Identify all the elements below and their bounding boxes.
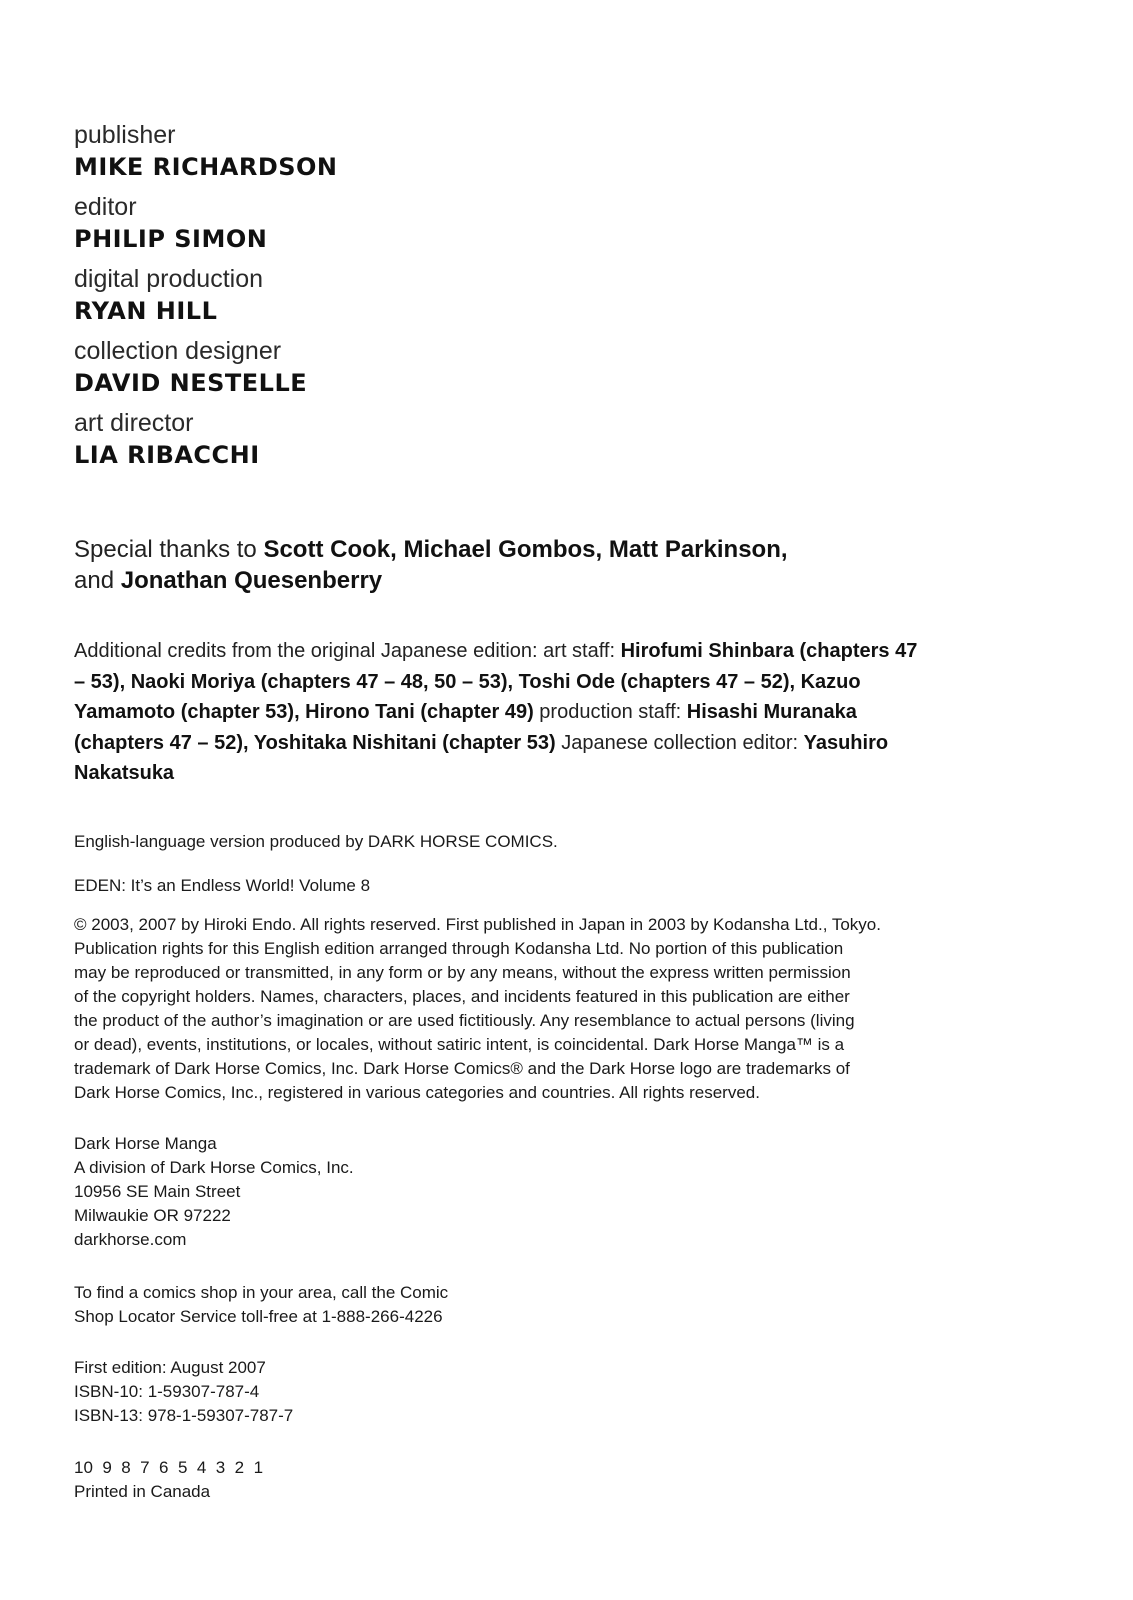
- address-city: Milwaukie OR 97222: [74, 1206, 231, 1225]
- edition-info: [74, 1356, 954, 1428]
- credit-art-director: [74, 407, 338, 471]
- copyright-line: Dark Horse Comics, Inc., registered in various categories and countries. All rights reserved.: [74, 1083, 760, 1102]
- copyright-notice: [74, 913, 944, 1105]
- address-company: Dark Horse Manga: [74, 1134, 217, 1153]
- credit-role: collection designer: [74, 337, 282, 365]
- credit-publisher: [74, 119, 338, 183]
- publisher-address: [74, 1132, 954, 1252]
- english-version-note: English-language version produced by DARK HORSE COMICS.: [74, 832, 558, 851]
- copyright-line: or dead), events, institutions, or locales, without satiric intent, is coincidental. Dark Horse Manga™ is a: [74, 1035, 845, 1054]
- isbn-13: ISBN-13: 978-1-59307-787-7: [74, 1406, 294, 1425]
- locator-line: Shop Locator Service toll-free at 1-888-266-4226: [74, 1307, 443, 1326]
- credit-name: LIA RIBACCHI: [74, 441, 260, 469]
- thanks-names: Scott Cook, Michael Gombos, Matt Parkinson,: [263, 536, 788, 563]
- locator-line: To find a comics shop in your area, call the Comic: [74, 1283, 449, 1302]
- printed-in: Printed in Canada: [74, 1482, 211, 1501]
- credit-editor: [74, 191, 338, 255]
- credit-role: editor: [74, 193, 137, 221]
- credit-name: DAVID NESTELLE: [74, 369, 308, 397]
- collection-editor-name: Yasuhiro Nakatsuka: [74, 731, 889, 784]
- copyright-line: Publication rights for this English edition arranged through Kodansha Ltd. No portion of this publication: [74, 939, 844, 958]
- address-website: darkhorse.com: [74, 1230, 187, 1249]
- isbn-10: ISBN-10: 1-59307-787-4: [74, 1382, 260, 1401]
- special-thanks: [74, 534, 974, 596]
- production-staff-label: production staff:: [533, 701, 687, 723]
- shop-locator: [74, 1281, 954, 1329]
- first-edition: First edition: August 2007: [74, 1358, 266, 1377]
- credit-role: digital production: [74, 265, 264, 293]
- address-street: 10956 SE Main Street: [74, 1182, 241, 1201]
- credit-name: PHILIP SIMON: [74, 225, 268, 253]
- credit-name: RYAN HILL: [74, 297, 218, 325]
- credit-collection-designer: [74, 335, 338, 399]
- copyright-line: trademark of Dark Horse Comics, Inc. Dark Horse Comics® and the Dark Horse logo are trademarks of: [74, 1059, 850, 1078]
- copyright-line: the product of the author’s imagination or are used fictitiously. Any resemblance to actual persons (living: [74, 1011, 855, 1030]
- collection-editor-label: Japanese collection editor:: [555, 731, 804, 754]
- credit-digital-production: [74, 263, 338, 327]
- copyright-line: of the copyright holders. Names, characters, places, and incidents featured in this publication are either: [74, 987, 850, 1006]
- thanks-last-name: Jonathan Quesenberry: [120, 567, 383, 594]
- printing-numbers: 10 9 8 7 6 5 4 3 2 1: [74, 1458, 264, 1477]
- series-title: EDEN: It’s an Endless World! Volume 8: [74, 876, 371, 895]
- thanks-and: and: [74, 567, 121, 594]
- credit-role: publisher: [74, 121, 176, 149]
- credit-name: MIKE RICHARDSON: [74, 153, 338, 181]
- printing-info: [74, 1456, 954, 1504]
- art-staff-names: Hirofumi Shinbara (chapters 47 – 53), Naoki Moriya (chapters 47 – 48, 50 – 53), Toshi Ode (chapters 47 – 52), Kazuo Yamamoto (chapter 53), Hirono Tani (chapter 49): [74, 640, 918, 723]
- address-division: A division of Dark Horse Comics, Inc.: [74, 1158, 354, 1177]
- additional-intro: Additional credits from the original Japanese edition: art staff:: [74, 640, 621, 662]
- copyright-line: © 2003, 2007 by Hiroki Endo. All rights reserved. First published in Japan in 2003 by Kodansha Ltd., Tokyo.: [74, 915, 881, 934]
- additional-credits: [74, 636, 934, 789]
- credit-role: art director: [74, 409, 194, 437]
- production-staff-names: Hisashi Muranaka (chapters 47 – 52), Yoshitaka Nishitani (chapter 53): [74, 701, 857, 754]
- credits-list: [74, 119, 338, 479]
- copyright-line: may be reproduced or transmitted, in any form or by any means, without the express written permission: [74, 963, 851, 982]
- thanks-prefix: Special thanks to: [74, 536, 264, 563]
